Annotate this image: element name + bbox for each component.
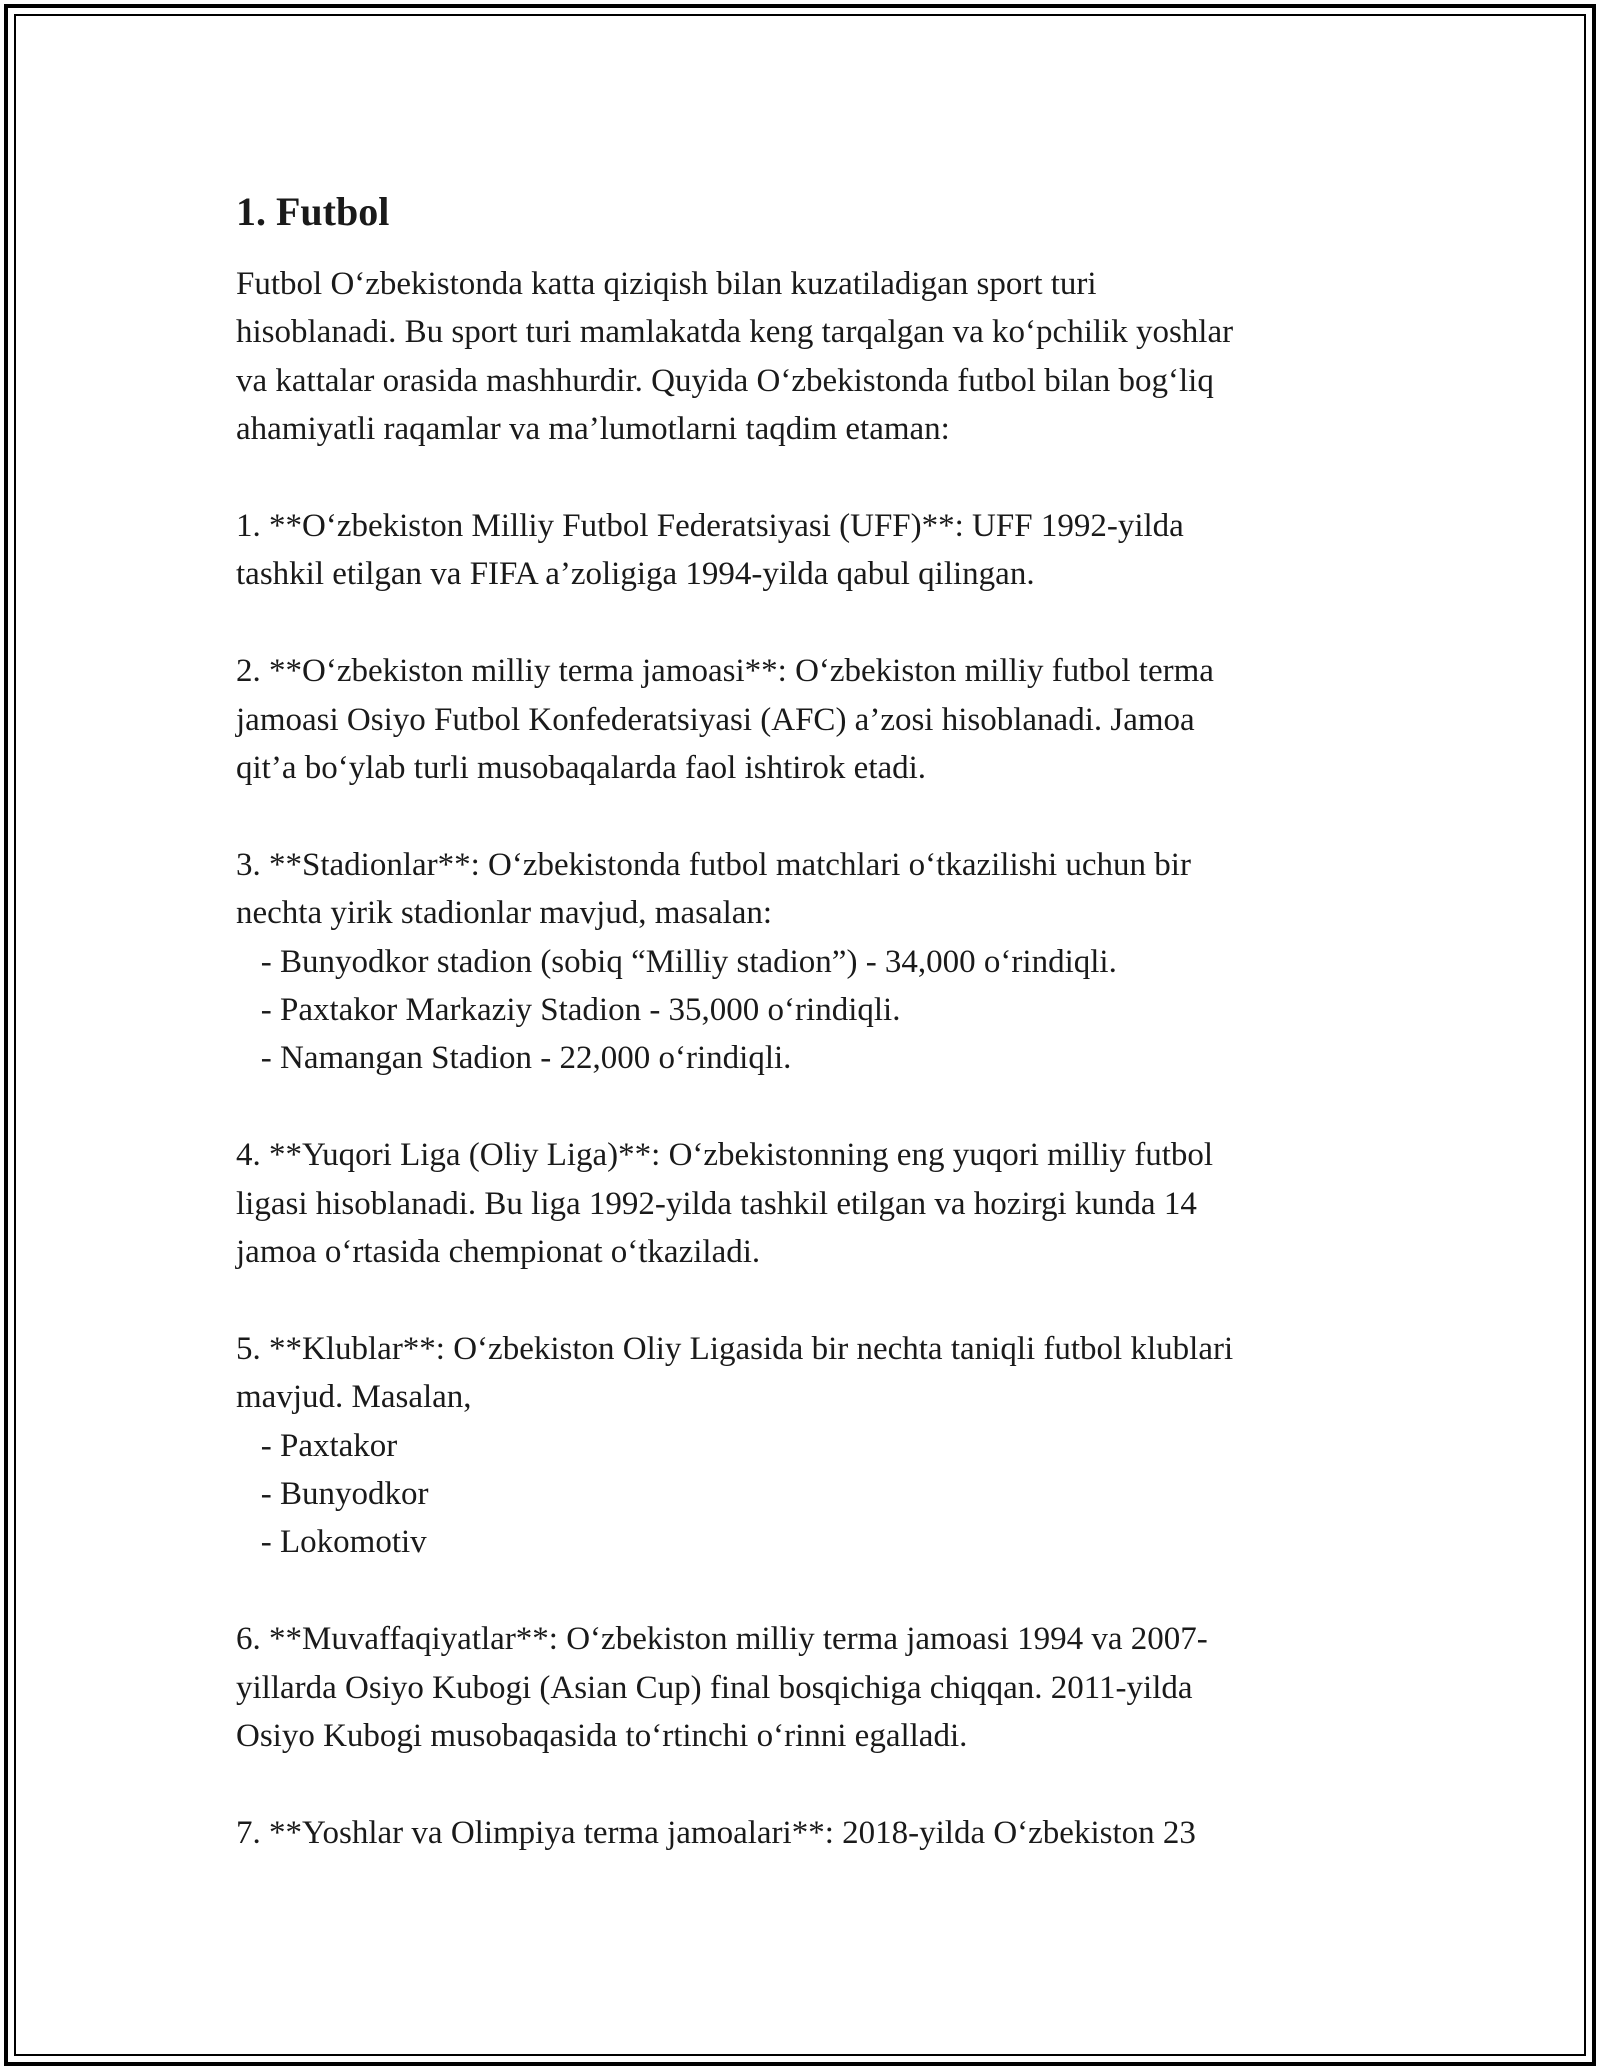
item-uff <box>236 502 1386 599</box>
item-clubs <box>236 1325 1386 1567</box>
item-youth-teams <box>236 1809 1386 1857</box>
text-line: jamoa o‘rtasida chempionat o‘tkaziladi. <box>236 1234 761 1271</box>
text-line: mavjud. Masalan, <box>236 1379 472 1416</box>
paragraph-gap <box>236 1567 1386 1615</box>
intro-paragraph <box>236 260 1386 454</box>
text-line: ligasi hisoblanadi. Bu liga 1992-yilda tashkil etilgan va hozirgi kunda 14 <box>236 1185 1197 1222</box>
text-line: 5. **Klublar**: O‘zbekiston Oliy Ligasida bir nechta taniqli futbol klublari <box>236 1330 1234 1367</box>
text-line: hisoblanadi. Bu sport turi mamlakatda keng tarqalgan va ko‘pchilik yoshlar <box>236 314 1234 351</box>
document-body <box>236 186 1386 1857</box>
text-line: 6. **Muvaffaqiyatlar**: O‘zbekiston milliy terma jamoasi 1994 va 2007- <box>236 1621 1208 1658</box>
list-item: - Bunyodkor stadion (sobiq “Milliy stadion”) - 34,000 o‘rindiqli. <box>236 943 1117 980</box>
list-item: - Namangan Stadion - 22,000 o‘rindiqli. <box>236 1040 792 1077</box>
paragraph-gap <box>236 792 1386 840</box>
paragraph-gap <box>236 1276 1386 1324</box>
text-line: 2. **O‘zbekiston milliy terma jamoasi**: O‘zbekiston milliy futbol terma <box>236 653 1214 690</box>
paragraph-gap <box>236 1761 1386 1809</box>
text-line: 4. **Yuqori Liga (Oliy Liga)**: O‘zbekistonning eng yuqori milliy futbol <box>236 1137 1214 1174</box>
text-line: 7. **Yoshlar va Olimpiya terma jamoalari**: 2018-yilda O‘zbekiston 23 <box>236 1814 1196 1851</box>
paragraph-gap <box>236 599 1386 647</box>
list-item: - Bunyodkor <box>236 1476 429 1513</box>
list-item: - Paxtakor <box>236 1427 398 1464</box>
text-line: va kattalar orasida mashhurdir. Quyida O‘zbekistonda futbol bilan bog‘liq <box>236 362 1214 399</box>
text-line: tashkil etilgan va FIFA a’zoligiga 1994-yilda qabul qilingan. <box>236 556 1035 593</box>
item-national-team <box>236 647 1386 792</box>
list-item: - Lokomotiv <box>236 1524 427 1561</box>
text-line: Futbol O‘zbekistonda katta qiziqish bilan kuzatiladigan sport turi <box>236 266 1097 302</box>
text-line: Osiyo Kubogi musobaqasida to‘rtinchi o‘rinni egalladi. <box>236 1718 968 1755</box>
text-line: nechta yirik stadionlar mavjud, masalan: <box>236 895 773 932</box>
item-achievements <box>236 1615 1386 1760</box>
text-line: 3. **Stadionlar**: O‘zbekistonda futbol matchlari o‘tkazilishi uchun bir <box>236 846 1191 883</box>
paragraph-gap <box>236 1083 1386 1131</box>
paragraph-gap <box>236 454 1386 502</box>
item-stadiums <box>236 841 1386 1083</box>
list-item: - Paxtakor Markaziy Stadion - 35,000 o‘rindiqli. <box>236 992 901 1029</box>
item-top-league <box>236 1131 1386 1276</box>
text-line: 1. **O‘zbekiston Milliy Futbol Federatsiyasi (UFF)**: UFF 1992-yilda <box>236 508 1184 545</box>
section-heading: 1. Futbol <box>236 189 390 234</box>
text-line: yillarda Osiyo Kubogi (Asian Cup) final bosqichiga chiqqan. 2011-yilda <box>236 1669 1193 1706</box>
text-line: ahamiyatli raqamlar va ma’lumotlarni taqdim etaman: <box>236 411 950 448</box>
text-line: qit’a bo‘ylab turli musobaqalarda faol ishtirok etadi. <box>236 750 927 787</box>
text-line: jamoasi Osiyo Futbol Konfederatsiyasi (AFC) a’zosi hisoblanadi. Jamoa <box>236 701 1195 738</box>
